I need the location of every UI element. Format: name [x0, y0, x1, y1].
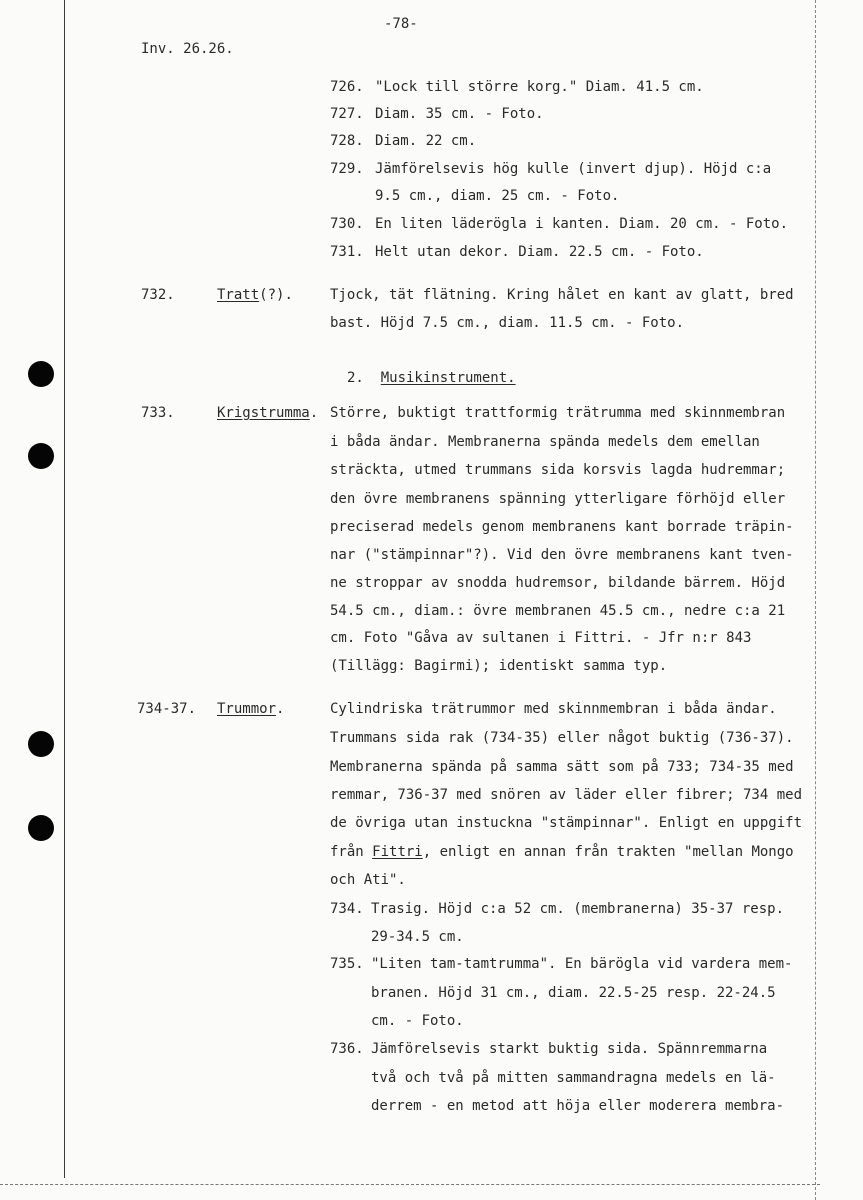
entry-text: Trummans sida rak (734-35) eller något buktig (736-37).	[330, 730, 794, 746]
punch-hole	[28, 815, 54, 841]
entry-text: Cylindriska trätrummor med skinnmembran i båda ändar.	[330, 701, 777, 717]
entry-name: Tratt	[217, 287, 260, 303]
page-number: -78-	[384, 16, 418, 32]
entry-text-suffix: , enligt en annan från trakten "mellan Mongo	[422, 844, 794, 860]
entry-text: Större, buktigt trattformig trätrumma med skinnmembran	[330, 405, 786, 421]
section-heading	[347, 371, 516, 385]
entry-text: "Liten tam-tamtrumma". En bärögla vid vardera mem-	[371, 956, 793, 972]
entry-text: bast. Höjd 7.5 cm., diam. 11.5 cm. - Foto.	[330, 315, 685, 331]
entry-text: och Ati".	[330, 872, 406, 888]
entry-text: den övre membranens spänning ytterligare förhöjd eller	[330, 491, 786, 507]
entry-number: 732.	[141, 287, 175, 303]
entry-number: 733.	[141, 405, 175, 421]
section-number: 2.	[347, 370, 364, 386]
entry-text: i båda ändar. Membranerna spända medels dem emellan	[330, 434, 760, 450]
entry-text: "Lock till större korg." Diam. 41.5 cm.	[375, 79, 704, 95]
entry-text: två och två på mitten sammandragna medels en lä-	[371, 1070, 776, 1086]
punch-hole	[28, 731, 54, 757]
entry-text: Membranerna spända på samma sätt som på 733; 734-35 med	[330, 759, 794, 775]
entry-text: 54.5 cm., diam.: övre membranen 45.5 cm., nedre c:a 21	[330, 603, 786, 619]
entry-name: Trummor	[217, 701, 277, 717]
entry-name: Krigstrumma	[217, 405, 310, 421]
entry-text: Diam. 35 cm. - Foto.	[375, 106, 544, 122]
entry-text: derrem - en metod att höja eller moderera membra-	[371, 1098, 785, 1114]
entry-text: cm. - Foto.	[371, 1013, 464, 1029]
page-edge-rule	[815, 0, 816, 1200]
entry-text: (Tillägg: Bagirmi); identiskt samma typ.	[330, 658, 668, 674]
entry-text: 9.5 cm., diam. 25 cm. - Foto.	[375, 188, 620, 204]
entry-text: En liten läderögla i kanten. Diam. 20 cm. - Foto.	[375, 216, 789, 232]
entry-name-suffix: .	[276, 701, 285, 717]
entry-text: Helt utan dekor. Diam. 22.5 cm. - Foto.	[375, 244, 704, 260]
entry-text: Tjock, tät flätning. Kring hålet en kant av glatt, bred	[330, 287, 794, 303]
entry-text: Trasig. Höjd c:a 52 cm. (membranerna) 35-37 resp.	[371, 901, 785, 917]
entry-text	[330, 845, 794, 859]
entry-number: 734-37.	[137, 701, 197, 717]
entry-number: 726.	[330, 79, 364, 95]
entry-text: remmar, 736-37 med snören av läder eller fibrer; 734 med	[330, 787, 803, 803]
punch-hole	[28, 443, 54, 469]
entry-heading	[217, 288, 293, 302]
entry-text: cm. Foto "Gåva av sultanen i Fittri. - Jfr n:r 843	[330, 630, 752, 646]
section-title: Musikinstrument.	[380, 370, 516, 386]
entry-text: Jämförelsevis hög kulle (invert djup). Höjd c:a	[375, 161, 772, 177]
entry-text: sträckta, utmed trummans sida korsvis lagda hudremmar;	[330, 462, 786, 478]
place-name: Fittri	[372, 844, 423, 860]
entry-heading	[217, 702, 284, 716]
entry-number: 730.	[330, 216, 364, 232]
entry-number: 728.	[330, 133, 364, 149]
bottom-edge-rule	[0, 1184, 820, 1185]
entry-text: 29-34.5 cm.	[371, 929, 464, 945]
entry-number: 736.	[330, 1041, 364, 1057]
entry-name-suffix: .	[309, 405, 319, 421]
entry-text: branen. Höjd 31 cm., diam. 22.5-25 resp. 22-24.5	[371, 985, 776, 1001]
entry-number: 727.	[330, 106, 364, 122]
inventory-number: Inv. 26.26.	[141, 41, 234, 57]
entry-number: 734.	[330, 901, 364, 917]
entry-number: 731.	[330, 244, 364, 260]
margin-rule	[64, 0, 65, 1178]
entry-text: ne stroppar av snodda hudremsor, bildande bärrem. Höjd	[330, 575, 786, 591]
entry-text: Diam. 22 cm.	[375, 133, 477, 149]
punch-hole	[28, 361, 54, 387]
entry-text: nar ("stämpinnar"?). Vid den övre membranens kant tven-	[330, 547, 794, 563]
entry-heading	[217, 406, 318, 420]
entry-number: 735.	[330, 956, 364, 972]
entry-text: de övriga utan instuckna "stämpinnar". Enligt en uppgift	[330, 815, 803, 831]
entry-name-suffix: (?).	[259, 287, 293, 303]
entry-text-prefix: från	[330, 844, 373, 860]
entry-text: preciserad medels genom membranens kant borrade träpin-	[330, 519, 794, 535]
entry-text: Jämförelsevis starkt buktig sida. Spännremmarna	[371, 1041, 768, 1057]
entry-number: 729.	[330, 161, 364, 177]
